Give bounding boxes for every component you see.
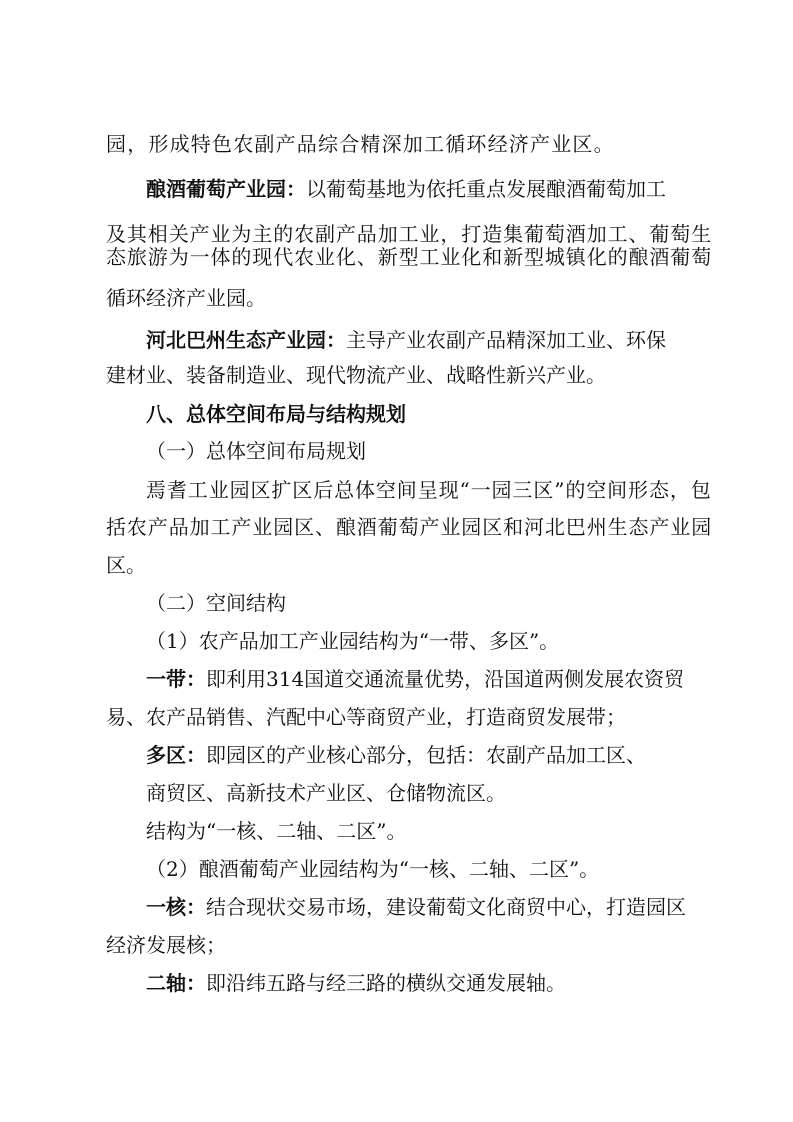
term-label: 河北巴州生态产业园： xyxy=(146,328,346,352)
subsection-heading: （二）空间结构 xyxy=(146,591,286,615)
paragraph-hebei-eco-park xyxy=(146,327,666,353)
paragraph-two-axes xyxy=(146,970,566,996)
paragraph-line: 焉耆工业园区扩区后总体空间呈现“一园三区”的空间形态，包 xyxy=(146,478,712,502)
paragraph-grape-wine-park xyxy=(146,176,666,202)
paragraph-line: 经济发展核； xyxy=(106,933,226,957)
paragraph-line: 及其相关产业为主的农副产品加工业，打造集葡萄酒加工、葡萄生 xyxy=(106,222,713,246)
paragraph-text: 结合现状交易市场，建设葡萄文化商贸中心，打造园区 xyxy=(206,895,686,919)
term-label: 多区： xyxy=(146,743,206,767)
paragraph-text: 即园区的产业核心部分，包括：农副产品加工区、 xyxy=(206,743,646,767)
term-label: 二轴： xyxy=(146,971,206,995)
paragraph-line: 循环经济产业园。 xyxy=(106,286,266,310)
paragraph-one-belt xyxy=(146,666,684,692)
paragraph-line: 商贸区、高新技术产业区、仓储物流区。 xyxy=(146,781,506,805)
paragraph-line: 括农产品加工产业园区、酿酒葡萄产业园区和河北巴州生态产业园 xyxy=(106,515,713,539)
term-label: 酿酒葡萄产业园： xyxy=(146,177,306,201)
paragraph-multi-zone xyxy=(146,742,646,768)
paragraph-line: 易、农产品销售、汽配中心等商贸产业，打造商贸发展带； xyxy=(106,705,626,729)
paragraph-one-core xyxy=(146,894,686,920)
paragraph-text: 以葡萄基地为依托重点发展酿酒葡萄加工 xyxy=(306,177,666,201)
paragraph-line: 建材业、装备制造业、现代物流产业、战略性新兴产业。 xyxy=(106,363,606,387)
section-heading: 八、总体空间布局与结构规划 xyxy=(146,402,406,426)
subsection-heading: （一）总体空间布局规划 xyxy=(146,439,366,463)
paragraph-line: 态旅游为一体的现代农业化、新型工业化和新型城镇化的酿酒葡萄 xyxy=(106,245,713,269)
paragraph-text: 即沿纬五路与经三路的横纵交通发展轴。 xyxy=(206,971,566,995)
paragraph-line: 园，形成特色农副产品综合精深加工循环经济产业区。 xyxy=(106,132,615,156)
paragraph-text: 即利用314国道交通流量优势，沿国道两侧发展农资贸 xyxy=(206,667,685,691)
paragraph-line: （2）酿酒葡萄产业园结构为“一核、二轴、二区”。 xyxy=(146,857,600,881)
term-label: 一带： xyxy=(146,667,206,691)
paragraph-line: 区。 xyxy=(106,553,146,577)
paragraph-line: 结构为“一核、二轴、二区”。 xyxy=(146,819,407,843)
term-label: 一核： xyxy=(146,895,206,919)
paragraph-text: 主导产业农副产品精深加工业、环保 xyxy=(346,328,666,352)
paragraph-line: （1）农产品加工产业园结构为“一带、多区”。 xyxy=(146,629,560,653)
